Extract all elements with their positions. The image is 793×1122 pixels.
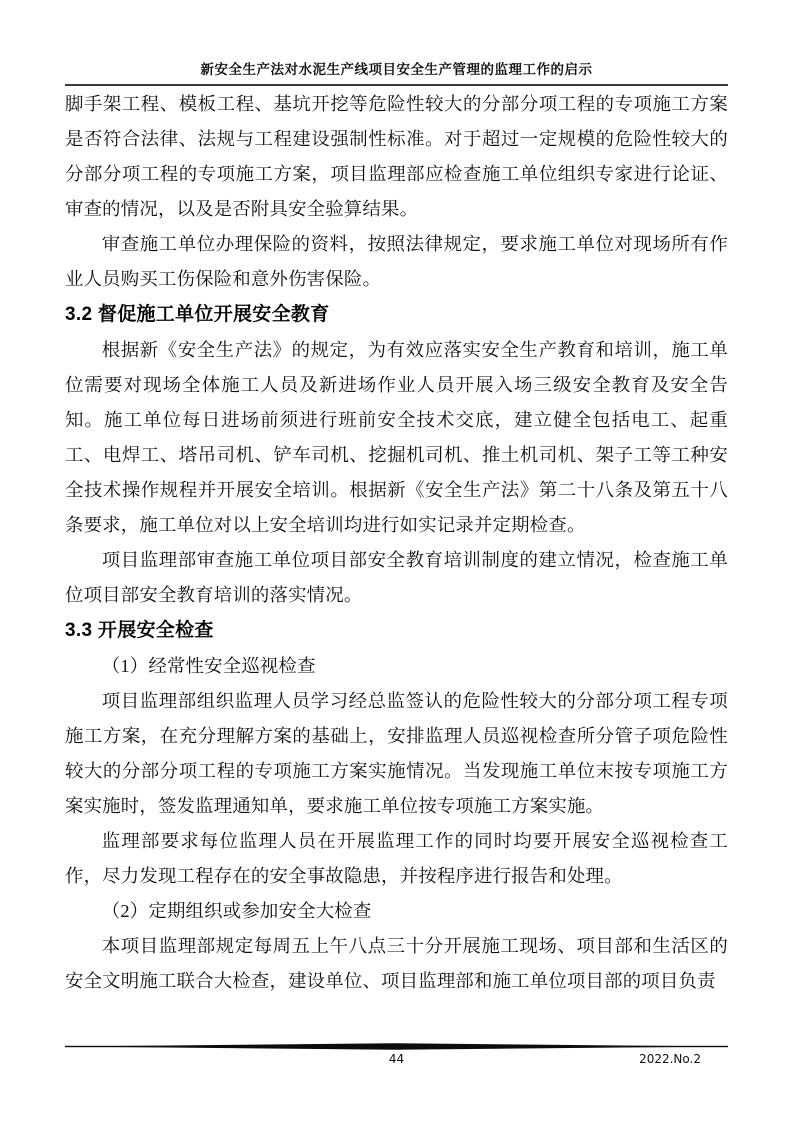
running-header-title: 新安全生产法对水泥生产线项目安全生产管理的监理工作的启示 (200, 62, 593, 77)
section-heading-3-3: 3.3 开展安全检查 (65, 620, 214, 641)
paragraph: 脚手架工程、模板工程、基坑开挖等危险性较大的分部分项工程的专项施工方案是否符合法律、法规与工程建设强制性标准。对于超过一定规模的危险性较大的分部分项工程的专项施工方案，项目监理部应检查施工单位组织专家进行论证、审查的情况，以及是否附具安全验算结果。 (65, 94, 728, 219)
footer-rule (65, 1043, 728, 1050)
paragraph: 本项目监理部规定每周五上午八点三十分开展施工现场、项目部和生活区的安全文明施工联合大检查，建设单位、项目监理部和施工单位项目部的项目负责 (65, 936, 728, 991)
header-rule (65, 84, 728, 86)
list-item-2-label: （2）定期组织或参加安全大检查 (101, 901, 372, 921)
section-heading-3-2: 3.2 督促施工单位开展安全教育 (65, 304, 330, 325)
paragraph: 项目监理部审查施工单位项目部安全教育培训制度的建立情况，检查施工单位项目部安全教育培训的落实情况。 (65, 550, 728, 605)
journal-issue-label: 2022.No.2 (639, 1052, 701, 1066)
paragraph: 项目监理部组织监理人员学习经总监签认的危险性较大的分部分项工程专项施工方案，在充分理解方案的基础上，安排监理人员巡视检查所分管子项危险性较大的分部分项工程的专项施工方案实施情况。当发现施工单位末按专项施工方案实施时，签发监理通知单，要求施工单位按专项施工方案实施。 (65, 691, 728, 816)
paragraph: 根据新《安全生产法》的规定，为有效应落实安全生产教育和培训，施工单位需要对现场全体施工人员及新进场作业人员开展入场三级安全教育及安全告知。施工单位每日进场前须进行班前安全技术交底，建立健全包括电工、起重工、电焊工、塔吊司机、铲车司机、挖掘机司机、推土机司机、架子工等工种安全技术操作规程并开展安全培训。根据新《安全生产法》第二十八条及第五十八条要求，施工单位对以上安全培训均进行如实记录并定期检查。 (65, 340, 728, 535)
document-body (65, 87, 728, 999)
page-header (65, 58, 728, 86)
page-number: 44 (388, 1052, 405, 1066)
paragraph: 监理部要求每位监理人员在开展监理工作的同时均要开展安全巡视检查工作，尽力发现工程存在的安全事故隐患，并按程序进行报告和处理。 (65, 831, 728, 886)
list-item-1-label: （1）经常性安全巡视检查 (101, 656, 316, 676)
paragraph: 审查施工单位办理保险的资料，按照法律规定，要求施工单位对现场所有作业人员购买工伤保险和意外伤害保险。 (65, 234, 728, 289)
